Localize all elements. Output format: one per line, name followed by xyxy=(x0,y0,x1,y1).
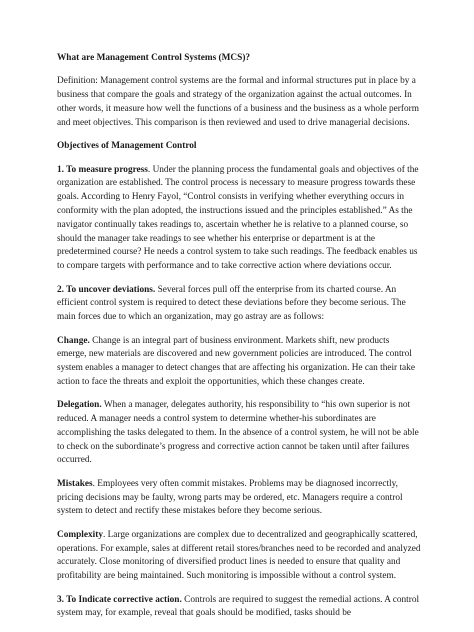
section-measure-progress xyxy=(57,164,421,274)
definition-paragraph: Definition: Management control systems are the formal and informal structures put in place by a business that compare the goals and strategy of the organization against the actual outcomes. In other words, it measure how well the functions of a business and the business as a whole perform and meet objectives. This comparison is then reviewed and used to drive managerial decisions. xyxy=(57,76,419,128)
section-text: Change is an integral part of business environment. Markets shift, new products emerge, new materials are discovered and new government policies are introduced. The control system enables a manager to detect changes that are affecting his organization. He can their take action to face the threats and exploit the opportunities, which these changes create. xyxy=(57,335,415,387)
section-lead: Complexity xyxy=(57,529,103,540)
section-complexity xyxy=(57,529,421,584)
section-text: . Employees very often commit mistakes. Problems may be diagnosed incorrectly, pricing decisions may be faulty, wrong parts may be ordered, etc. Managers require a control system to detect and rectify these mistakes before they become serious. xyxy=(57,478,403,517)
section-lead: 2. To uncover deviations. xyxy=(57,284,156,295)
section-text: Several forces pull off the enterprise from its charted course. An efficient control system is required to detect these deviations before they become serious. The main forces due to which an organization, may go astray are as follows: xyxy=(57,284,406,323)
section-lead: Change. xyxy=(57,335,90,346)
section-change xyxy=(57,335,421,390)
section-delegation xyxy=(57,399,421,468)
document-title: What are Management Control Systems (MCS)? xyxy=(57,53,251,63)
section-text: When a manager, delegates authority, his responsibility to “his own superior is not reduced. A manager needs a control system to determine whether-his subordinates are accomplishing the tasks delegated to them. In the absence of a control system, he will not be able to check on the subordinate’s progress and corrective action cannot be taken until after failures occurred. xyxy=(57,400,419,466)
section-uncover-deviations xyxy=(57,284,421,325)
objectives-heading: Objectives of Management Control xyxy=(57,141,197,152)
section-text: . Under the planning process the fundamental goals and objectives of the organization are established. The control process is necessary to measure progress towards these goals. According to Henry Fayol, “Control consists in verifying whether everything occurs in conformity with the plan adopted, the instructions issued and the principles established.” As the navigator continually takes readings to, ascertain whether he is relative to a planned course, so should the manager take readings to see whether his enterprise or department is at the predetermined course? He needs a control system to take such readings. The feedback enables us to compare targets with performance and to take corrective action where deviations occur. xyxy=(57,164,419,272)
section-lead: 1. To measure progress xyxy=(57,164,148,175)
section-lead: 3. To Indicate corrective action. xyxy=(57,594,182,605)
section-lead: Mistakes xyxy=(57,478,93,489)
section-lead: Delegation. xyxy=(57,400,102,411)
section-corrective-action xyxy=(57,594,421,622)
section-mistakes xyxy=(57,478,421,519)
section-text: Controls are required to suggest the remedial actions. A control system may, for example, reveal that goals should be modified, tasks should be xyxy=(57,594,420,619)
section-text: . Large organizations are complex due to decentralized and geographically scattered, operations. For example, sales at different retail stores/branches need to be recorded and analyzed accurately. Close monitoring of diversified product lines is needed to ensure that quality and profitability are being maintained. Such monitoring is impossible without a control system. xyxy=(57,529,421,582)
document-page xyxy=(57,52,421,631)
